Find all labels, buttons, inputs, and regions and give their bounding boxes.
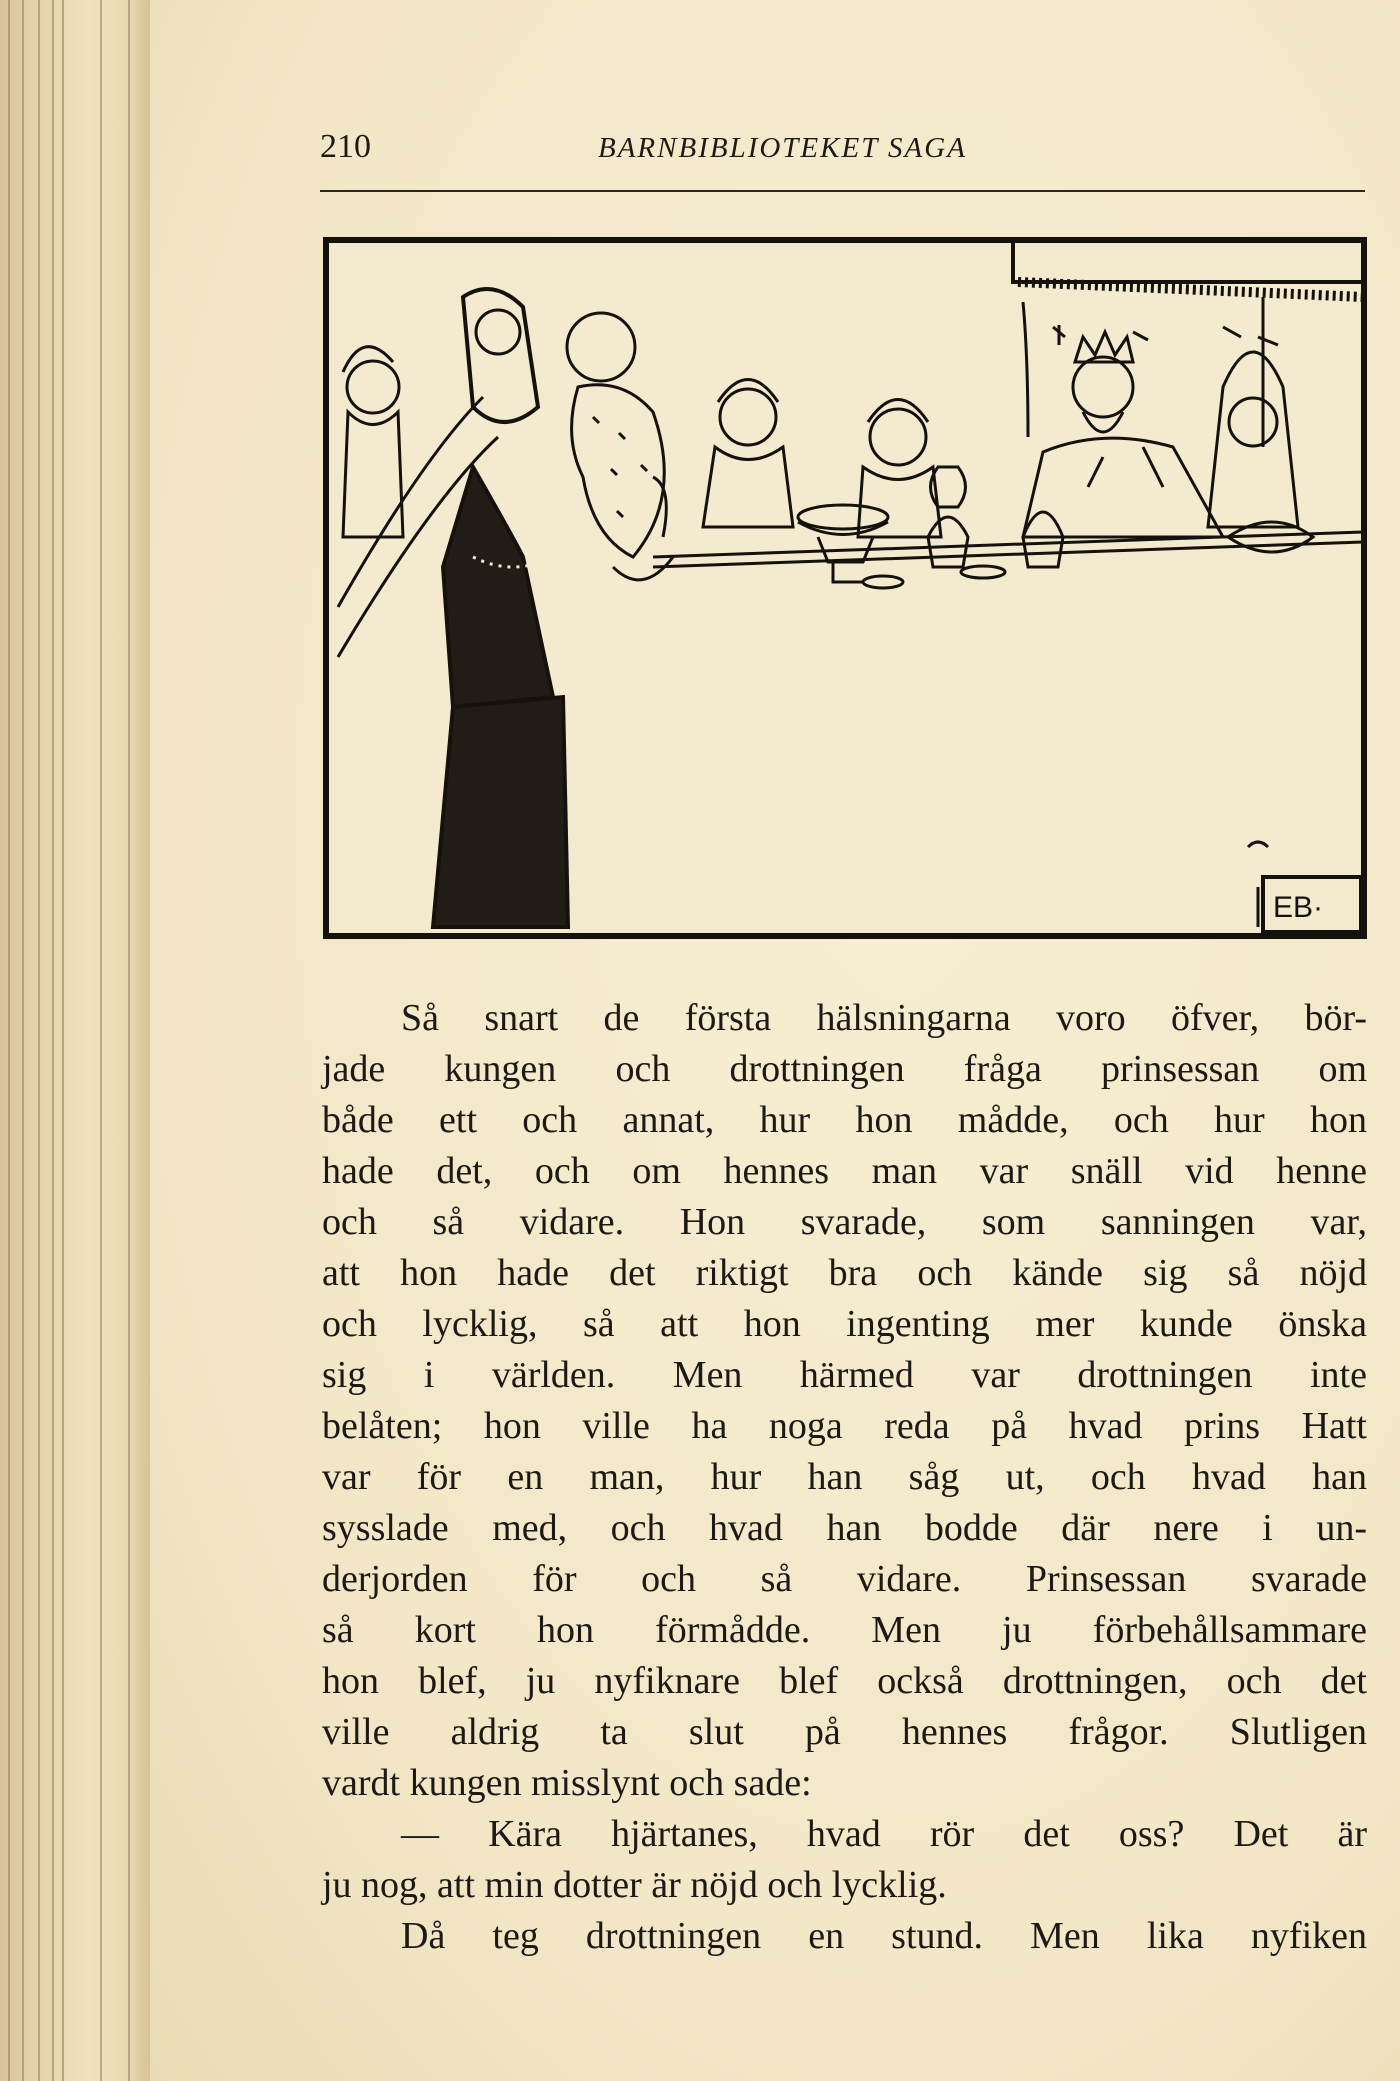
text-line: vardt kungen misslynt och sade: <box>322 1762 812 1804</box>
artist-signature: EB· <box>1273 891 1324 924</box>
page-number: 210 <box>320 128 371 165</box>
header-rule <box>320 190 1365 192</box>
body-text <box>322 993 1367 1962</box>
text-line: var för en man, hur han såg ut, och hvad han <box>322 1456 1367 1498</box>
text-line: derjorden för och så vidare. Prinsessan svarade <box>322 1558 1367 1600</box>
text-line: jade kungen och drottningen fråga prinsessan om <box>322 1048 1367 1090</box>
text-line: hade det, och om hennes man var snäll vid henne <box>322 1150 1367 1192</box>
text-line: Så snart de första hälsningarna voro öfver, bör- <box>401 997 1367 1039</box>
illustration-royal-feast <box>323 237 1367 939</box>
text-line: så kort hon förmådde. Men ju förbehållsammare <box>322 1609 1367 1651</box>
text-line: — Kära hjärtanes, hvad rör det oss? Det är <box>401 1813 1367 1855</box>
running-head <box>320 120 1365 180</box>
text-line: och lycklig, så att hon ingenting mer kunde önska <box>322 1303 1367 1345</box>
text-line: och så vidare. Hon svarade, som sanningen var, <box>322 1201 1367 1243</box>
text-line: både ett och annat, hur hon mådde, och hur hon <box>322 1099 1367 1141</box>
text-line: ville aldrig ta slut på hennes frågor. Slutligen <box>322 1711 1367 1753</box>
text-line: ju nog, att min dotter är nöjd och lycklig. <box>322 1864 947 1906</box>
text-line: sysslade med, och hvad han bodde där nere i un- <box>322 1507 1367 1549</box>
text-line: sig i världen. Men härmed var drottningen inte <box>322 1354 1367 1396</box>
text-line: Då teg drottningen en stund. Men lika nyfiken <box>401 1915 1367 1957</box>
book-binding-edge <box>0 0 150 2081</box>
text-line: hon blef, ju nyfiknare blef också drottningen, och det <box>322 1660 1367 1702</box>
text-line: belåten; hon ville ha noga reda på hvad prins Hatt <box>322 1405 1367 1447</box>
book-title: BARNBIBLIOTEKET SAGA <box>598 132 967 164</box>
text-line: att hon hade det riktigt bra och kände sig så nöjd <box>322 1252 1367 1294</box>
